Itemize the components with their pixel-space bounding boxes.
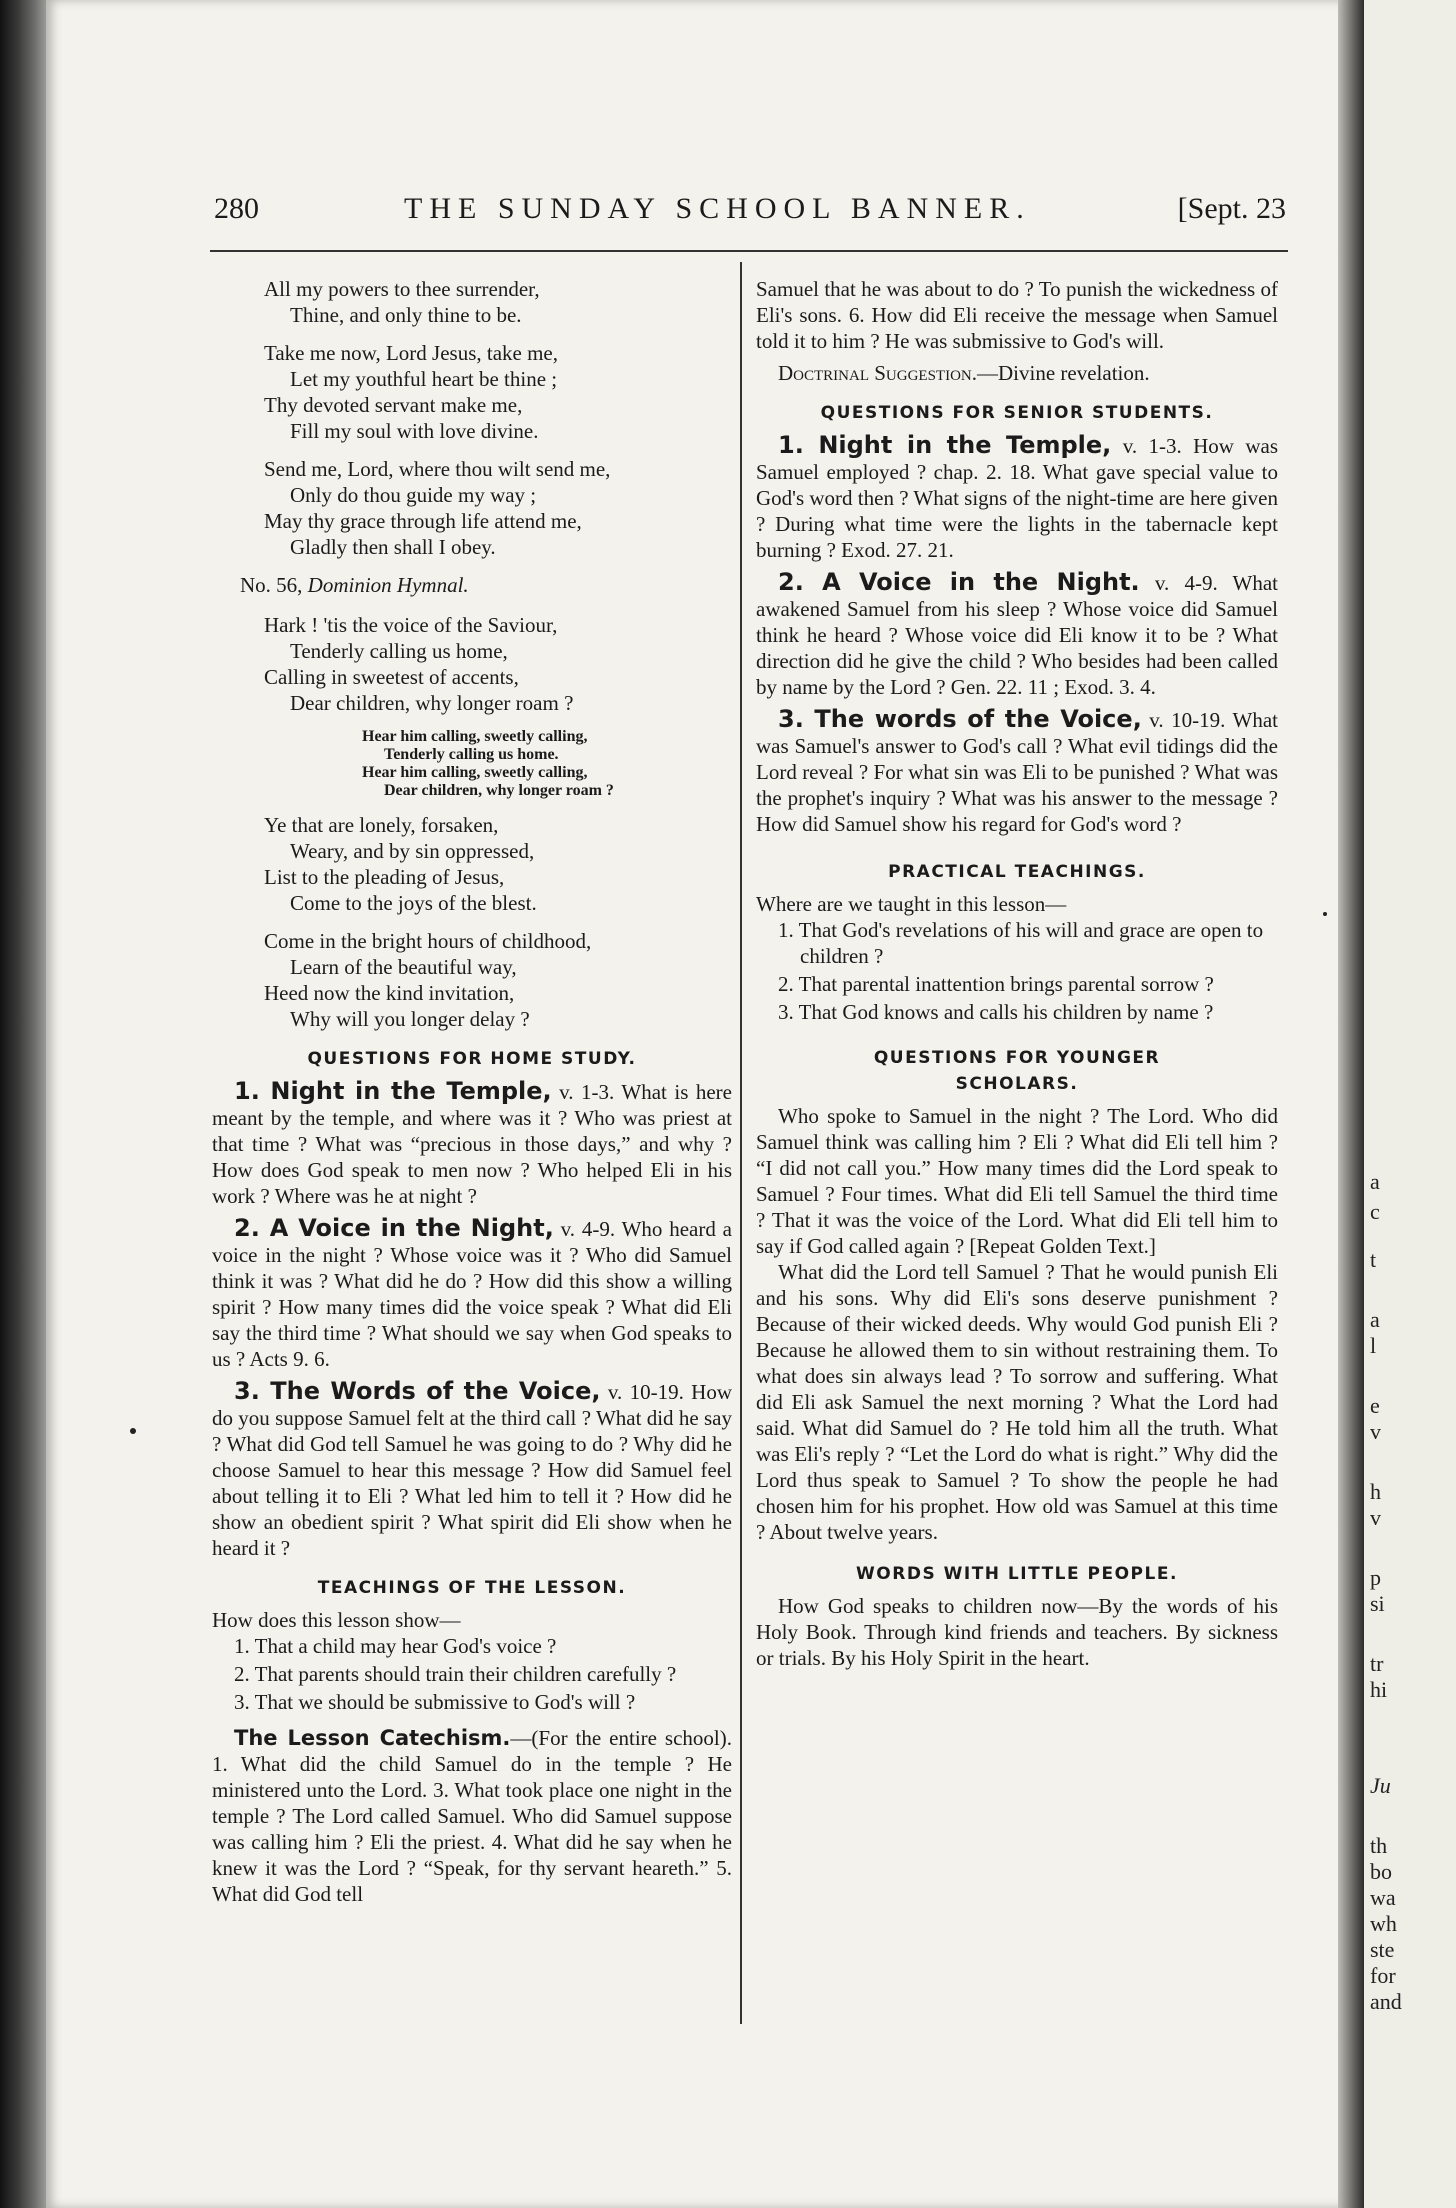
catechism-title: The Lesson Catechism.: [234, 1726, 511, 1750]
facing-fragment: p: [1370, 1565, 1381, 1590]
verse-reference: v. 10-19.: [607, 1380, 684, 1404]
facing-fragment: si: [1370, 1591, 1385, 1616]
question-text: How was Samuel employed ? chap. 2. 18. What gave special value to God's word then ? What signs of the night-time are here given ? During what time were the lights in the tabernacle kept burning ? Exod. 27. 21.: [756, 434, 1279, 562]
facing-fragment: h: [1370, 1479, 1381, 1504]
question-block: [212, 1215, 732, 1372]
question-block: [212, 1378, 732, 1561]
teaching-item: 1. That a child may hear God's voice ?: [234, 1634, 557, 1658]
hymn-verse: [264, 928, 732, 1032]
facing-fragment: e: [1370, 1393, 1380, 1418]
facing-fragment: wa: [1370, 1885, 1396, 1910]
verse-line: Gladly then shall I obey.: [290, 535, 496, 559]
page-number: 280: [214, 192, 259, 225]
verse-line: Heed now the kind invitation,: [264, 981, 515, 1005]
running-head: [214, 192, 1286, 232]
verse-line: Dear children, why longer roam ?: [290, 691, 574, 715]
teaching-item: 2. That parents should train their children carefully ?: [234, 1662, 677, 1686]
verse-line: Calling in sweetest of accents,: [264, 665, 519, 689]
page-gutter-shadow: [1338, 0, 1364, 2208]
verse-line: Ye that are lonely, forsaken,: [264, 813, 499, 837]
catechism-block: [212, 1725, 732, 1907]
facing-page: [1364, 0, 1456, 2208]
teachings-intro: How does this lesson show—: [212, 1608, 461, 1632]
facing-fragment: bo: [1370, 1859, 1392, 1884]
catechism-text: —(For the entire school). 1. What did the child Samuel do in the temple ? He ministered unto the Lord. 3. What took place one night in the temple ? The Lord called Samuel. Who did Samuel suppose was calling him ? Eli the priest. 4. What did he say when he knew it was the Lord ? “Speak, for thy servant heareth.” 5. What did God tell: [212, 1726, 732, 1906]
section-heading-younger-cont: SCHOLARS.: [955, 1074, 1079, 1094]
ink-speck: [130, 1428, 136, 1434]
section-heading-teachings: TEACHINGS OF THE LESSON.: [317, 1578, 627, 1598]
facing-fragment: t: [1370, 1247, 1377, 1272]
verse-line: Take me now, Lord Jesus, take me,: [264, 341, 558, 365]
practical-item: 2. That parental inattention brings parental sorrow ?: [778, 972, 1214, 996]
facing-fragment: ste: [1370, 1937, 1395, 1962]
verse-line: Tenderly calling us home,: [290, 639, 508, 663]
question-title: 1. Night in the Temple,: [778, 431, 1112, 459]
teaching-item: 3. That we should be submissive to God's will ?: [234, 1690, 636, 1714]
facing-fragment: a: [1370, 1307, 1380, 1332]
verse-reference: v. 10-19.: [1149, 708, 1226, 732]
hymn-refrain: [362, 728, 732, 800]
hymn-verse: [264, 276, 732, 328]
verse-line: Fill my soul with love divine.: [290, 419, 539, 443]
verse-line: Let my youthful heart be thine ;: [290, 367, 558, 391]
doctrinal-suggestion: [756, 360, 1278, 386]
verse-line: Hark ! 'tis the voice of the Saviour,: [264, 613, 558, 637]
verse-line: Only do thou guide my way ;: [290, 483, 537, 507]
hymn-verse: [264, 812, 732, 916]
header-rule: [210, 250, 1288, 252]
hymn-verse: [264, 612, 732, 716]
hymn-reference: [240, 572, 732, 598]
ink-speck: [1323, 912, 1327, 916]
question-title: 3. The words of the Voice,: [778, 705, 1142, 733]
question-block: [756, 569, 1278, 700]
hymn-verse: [264, 456, 732, 560]
verse-line: Send me, Lord, where thou wilt send me,: [264, 457, 611, 481]
question-block: [756, 432, 1278, 563]
hymnal-name: Dominion Hymnal.: [307, 573, 469, 597]
question-text: What awakened Samuel from his sleep ? Whose voice did Samuel think he heard ? Whose voice did Eli know it to be ? What direction did he give the child ? Who besides had been called by name by the Lord ? Gen. 22. 11 ; Exod. 3. 4.: [756, 571, 1278, 699]
question-title: 1. Night in the Temple,: [234, 1077, 552, 1105]
younger-paragraph: Who spoke to Samuel in the night ? The Lord. Who did Samuel think was calling him ? Eli ? What did Eli tell him ? “I did not call you.” How many times did the Lord speak to Samuel ? Four times. What did Eli tell Samuel the third time ? That it was the voice of the Lord. What did Eli tell him to say if God called again ? [Repeat Golden Text.]: [756, 1104, 1278, 1258]
journal-title: THE SUNDAY SCHOOL BANNER.: [404, 192, 1031, 225]
younger-paragraph: What did the Lord tell Samuel ? That he would punish Eli and his sons. Why did Eli's sons deserve punishment ? Because of their wicked deeds. Why would God punish Eli ? Because he allowed them to sin without restraining them. To what does sin always lead ? To sorrow and suffering. What did Eli ask Samuel the next morning ? What the Lord had said. What did Samuel do ? He told him all the truth. What was Eli's reply ? “Let the Lord do what is right.” Why did the Lord thus speak to Samuel ? To show the people he had chosen him for his prophet. How old was Samuel at this time ? About twelve years.: [756, 1260, 1278, 1544]
hymn-verse: [264, 340, 732, 444]
little-people-text: How God speaks to children now—By the words of his Holy Book. Through kind friends and teachers. By sickness or trials. By his Holy Spirit in the heart.: [756, 1594, 1278, 1670]
question-block: [212, 1078, 732, 1209]
verse-reference: v. 1-3.: [1122, 434, 1182, 458]
practical-item: 1. That God's revelations of his will and grace are open to children ?: [778, 918, 1264, 968]
verse-line: Weary, and by sin oppressed,: [290, 839, 535, 863]
facing-fragment: and: [1370, 1989, 1402, 2014]
verse-line: Learn of the beautiful way,: [290, 955, 517, 979]
facing-fragment: th: [1370, 1833, 1388, 1858]
verse-line: May thy grace through life attend me,: [264, 509, 582, 533]
section-heading-practical: PRACTICAL TEACHINGS.: [888, 862, 1146, 882]
doctrinal-text: —Divine revelation.: [977, 361, 1150, 385]
facing-fragment: c: [1370, 1199, 1380, 1224]
refrain-line: Hear him calling, sweetly calling,: [362, 764, 588, 781]
question-text: What was Samuel's answer to God's call ? What evil tidings did the Lord reveal ? For what sin was Eli to be punished ? What was the prophet's inquiry ? What was his answer to the message ? How did Samuel show his regard for God's word ?: [756, 708, 1279, 836]
verse-line: Why will you longer delay ?: [290, 1007, 530, 1031]
question-title: 2. A Voice in the Night.: [778, 568, 1140, 596]
section-heading-home-study: QUESTIONS FOR HOME STUDY.: [307, 1049, 637, 1069]
facing-fragment: for: [1370, 1963, 1396, 1988]
question-title: 3. The Words of the Voice,: [234, 1377, 601, 1405]
refrain-line: Hear him calling, sweetly calling,: [362, 728, 588, 745]
column-divider: [740, 262, 742, 2024]
practical-intro: Where are we taught in this lesson—: [756, 892, 1067, 916]
right-column: [756, 276, 1278, 1671]
verse-reference: v. 4-9.: [560, 1217, 616, 1241]
doctrinal-label: Doctrinal Suggestion.: [778, 361, 977, 385]
facing-fragment: l: [1370, 1333, 1377, 1358]
question-text: What is here meant by the temple, and where was it ? Who was priest at that time ? What was “precious in those days,” and why ? How does God speak to men now ? Who helped Eli in his work ? Where was he at night ?: [212, 1080, 732, 1208]
facing-fragment: v: [1370, 1419, 1381, 1444]
verse-line: Thine, and only thine to be.: [290, 303, 522, 327]
left-column: [212, 276, 732, 1913]
catechism-continuation: Samuel that he was about to do ? To punish the wickedness of Eli's sons. 6. How did Eli receive the message when Samuel told it to him ? He was submissive to God's will.: [756, 277, 1278, 353]
question-title: 2. A Voice in the Night,: [234, 1214, 554, 1242]
verse-line: List to the pleading of Jesus,: [264, 865, 505, 889]
hymn-number: No. 56,: [240, 573, 303, 597]
verse-line: All my powers to thee surrender,: [264, 277, 540, 301]
verse-line: Thy devoted servant make me,: [264, 393, 523, 417]
question-block: [756, 706, 1278, 837]
facing-fragment: v: [1370, 1505, 1381, 1530]
facing-fragment: tr: [1370, 1651, 1384, 1676]
book-binding-edge: [0, 0, 46, 2208]
section-heading-younger: QUESTIONS FOR YOUNGER: [873, 1048, 1161, 1068]
section-heading-senior: QUESTIONS FOR SENIOR STUDENTS.: [820, 403, 1214, 423]
issue-date: [Sept. 23: [1177, 192, 1286, 225]
verse-reference: v. 4-9.: [1154, 571, 1218, 595]
refrain-line: Dear children, why longer roam ?: [384, 782, 614, 799]
question-text: How do you suppose Samuel felt at the third call ? What did he say ? What did God tell Samuel he was going to do ? Why did he choose Samuel to hear this message ? How did Samuel feel about telling it to Eli ? What led him to tell it ? How did he show an obedient spirit ? What spirit did Eli show when he heard it ?: [212, 1380, 733, 1560]
section-heading-little-people: WORDS WITH LITTLE PEOPLE.: [856, 1564, 1178, 1584]
practical-item: 3. That God knows and calls his children by name ?: [778, 1000, 1214, 1024]
refrain-line: Tenderly calling us home.: [384, 746, 559, 763]
verse-line: Come to the joys of the blest.: [290, 891, 537, 915]
question-text: Who heard a voice in the night ? Whose voice was it ? Who did Samuel think it was ? What did he do ? How did this show a willing spirit ? How many times did the voice speak ? What did Eli say the third time ? What should we say when God speaks to us ? Acts 9. 6.: [212, 1217, 733, 1371]
facing-fragment: hi: [1370, 1677, 1388, 1702]
verse-reference: v. 1-3.: [559, 1080, 615, 1104]
facing-fragment: wh: [1370, 1911, 1397, 1936]
verse-line: Come in the bright hours of childhood,: [264, 929, 592, 953]
facing-fragment: Ju: [1370, 1773, 1391, 1798]
facing-fragment: a: [1370, 1169, 1380, 1194]
